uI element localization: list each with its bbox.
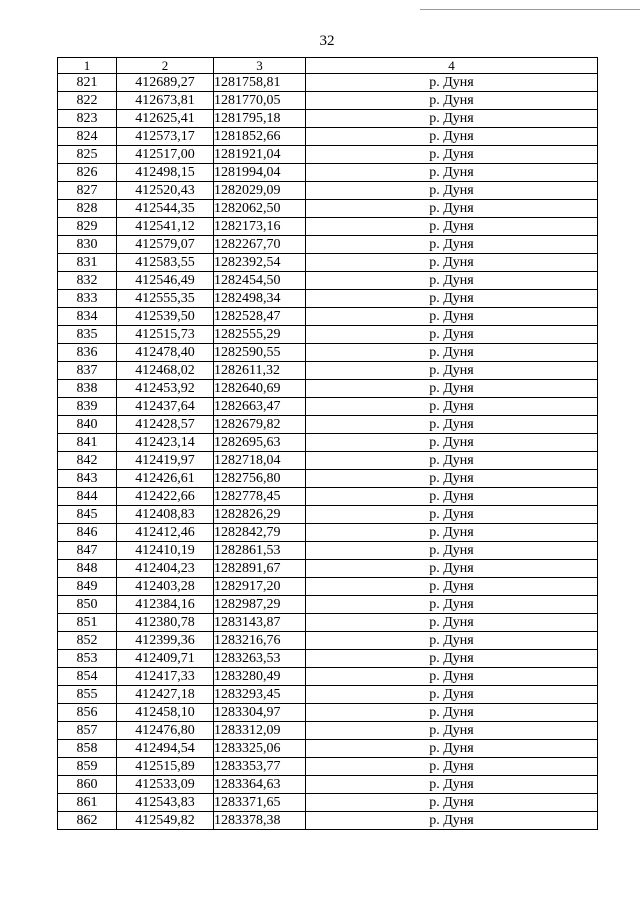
point-number-cell: 858 [58, 740, 117, 758]
table-row [58, 632, 598, 650]
x-coordinate-cell: 412404,23 [117, 560, 214, 578]
table-row [58, 812, 598, 830]
y-coordinate-cell: 1283325,06 [214, 740, 306, 758]
point-number-cell: 840 [58, 416, 117, 434]
point-number-cell: 861 [58, 794, 117, 812]
point-number-cell: 850 [58, 596, 117, 614]
table-row [58, 272, 598, 290]
description-cell: р. Дуня [306, 74, 598, 92]
x-coordinate-cell: 412494,54 [117, 740, 214, 758]
x-coordinate-cell: 412399,36 [117, 632, 214, 650]
point-number-cell: 838 [58, 380, 117, 398]
table-row [58, 128, 598, 146]
point-number-cell: 846 [58, 524, 117, 542]
table-row [58, 218, 598, 236]
y-coordinate-cell: 1282917,20 [214, 578, 306, 596]
x-coordinate-cell: 412579,07 [117, 236, 214, 254]
x-coordinate-cell: 412543,83 [117, 794, 214, 812]
y-coordinate-cell: 1283143,87 [214, 614, 306, 632]
table-row [58, 596, 598, 614]
description-cell: р. Дуня [306, 398, 598, 416]
column-header-number: 1 [58, 58, 117, 74]
description-cell: р. Дуня [306, 110, 598, 128]
y-coordinate-cell: 1282640,69 [214, 380, 306, 398]
x-coordinate-cell: 412549,82 [117, 812, 214, 830]
y-coordinate-cell: 1282498,34 [214, 290, 306, 308]
description-cell: р. Дуня [306, 434, 598, 452]
x-coordinate-cell: 412539,50 [117, 308, 214, 326]
point-number-cell: 839 [58, 398, 117, 416]
table-row [58, 182, 598, 200]
x-coordinate-cell: 412533,09 [117, 776, 214, 794]
table-row [58, 110, 598, 128]
y-coordinate-cell: 1281758,81 [214, 74, 306, 92]
table-row [58, 578, 598, 596]
x-coordinate-cell: 412689,27 [117, 74, 214, 92]
description-cell: р. Дуня [306, 164, 598, 182]
y-coordinate-cell: 1281921,04 [214, 146, 306, 164]
y-coordinate-cell: 1283263,53 [214, 650, 306, 668]
point-number-cell: 857 [58, 722, 117, 740]
description-cell: р. Дуня [306, 758, 598, 776]
y-coordinate-cell: 1281994,04 [214, 164, 306, 182]
point-number-cell: 852 [58, 632, 117, 650]
y-coordinate-cell: 1283216,76 [214, 632, 306, 650]
x-coordinate-cell: 412384,16 [117, 596, 214, 614]
y-coordinate-cell: 1283378,38 [214, 812, 306, 830]
table-row [58, 794, 598, 812]
column-header-y: 3 [214, 58, 306, 74]
point-number-cell: 827 [58, 182, 117, 200]
y-coordinate-cell: 1282590,55 [214, 344, 306, 362]
y-coordinate-cell: 1282695,63 [214, 434, 306, 452]
y-coordinate-cell: 1281795,18 [214, 110, 306, 128]
point-number-cell: 828 [58, 200, 117, 218]
point-number-cell: 853 [58, 650, 117, 668]
description-cell: р. Дуня [306, 650, 598, 668]
y-coordinate-cell: 1282267,70 [214, 236, 306, 254]
point-number-cell: 835 [58, 326, 117, 344]
x-coordinate-cell: 412520,43 [117, 182, 214, 200]
description-cell: р. Дуня [306, 578, 598, 596]
table-row [58, 92, 598, 110]
table-row [58, 650, 598, 668]
description-cell: р. Дуня [306, 722, 598, 740]
description-cell: р. Дуня [306, 614, 598, 632]
y-coordinate-cell: 1283364,63 [214, 776, 306, 794]
table-row [58, 470, 598, 488]
y-coordinate-cell: 1283353,77 [214, 758, 306, 776]
description-cell: р. Дуня [306, 596, 598, 614]
y-coordinate-cell: 1283371,65 [214, 794, 306, 812]
x-coordinate-cell: 412468,02 [117, 362, 214, 380]
point-number-cell: 824 [58, 128, 117, 146]
y-coordinate-cell: 1282778,45 [214, 488, 306, 506]
x-coordinate-cell: 412673,81 [117, 92, 214, 110]
x-coordinate-cell: 412417,33 [117, 668, 214, 686]
point-number-cell: 832 [58, 272, 117, 290]
y-coordinate-cell: 1282861,53 [214, 542, 306, 560]
point-number-cell: 854 [58, 668, 117, 686]
x-coordinate-cell: 412478,40 [117, 344, 214, 362]
point-number-cell: 837 [58, 362, 117, 380]
description-cell: р. Дуня [306, 668, 598, 686]
x-coordinate-cell: 412515,73 [117, 326, 214, 344]
point-number-cell: 847 [58, 542, 117, 560]
coordinates-table [57, 57, 598, 830]
table-row [58, 452, 598, 470]
y-coordinate-cell: 1281770,05 [214, 92, 306, 110]
x-coordinate-cell: 412458,10 [117, 704, 214, 722]
x-coordinate-cell: 412426,61 [117, 470, 214, 488]
table-row [58, 740, 598, 758]
x-coordinate-cell: 412437,64 [117, 398, 214, 416]
point-number-cell: 842 [58, 452, 117, 470]
point-number-cell: 855 [58, 686, 117, 704]
y-coordinate-cell: 1282611,32 [214, 362, 306, 380]
description-cell: р. Дуня [306, 632, 598, 650]
table-row [58, 326, 598, 344]
table-row [58, 668, 598, 686]
table-row [58, 560, 598, 578]
description-cell: р. Дуня [306, 506, 598, 524]
y-coordinate-cell: 1283304,97 [214, 704, 306, 722]
x-coordinate-cell: 412498,15 [117, 164, 214, 182]
point-number-cell: 862 [58, 812, 117, 830]
description-cell: р. Дуня [306, 452, 598, 470]
y-coordinate-cell: 1282891,67 [214, 560, 306, 578]
point-number-cell: 831 [58, 254, 117, 272]
table-row [58, 416, 598, 434]
description-cell: р. Дуня [306, 308, 598, 326]
point-number-cell: 851 [58, 614, 117, 632]
description-cell: р. Дуня [306, 686, 598, 704]
point-number-cell: 833 [58, 290, 117, 308]
x-coordinate-cell: 412555,35 [117, 290, 214, 308]
table-row [58, 398, 598, 416]
point-number-cell: 826 [58, 164, 117, 182]
description-cell: р. Дуня [306, 182, 598, 200]
description-cell: р. Дуня [306, 488, 598, 506]
point-number-cell: 859 [58, 758, 117, 776]
y-coordinate-cell: 1282842,79 [214, 524, 306, 542]
description-cell: р. Дуня [306, 272, 598, 290]
description-cell: р. Дуня [306, 146, 598, 164]
point-number-cell: 823 [58, 110, 117, 128]
x-coordinate-cell: 412380,78 [117, 614, 214, 632]
point-number-cell: 822 [58, 92, 117, 110]
description-cell: р. Дуня [306, 200, 598, 218]
y-coordinate-cell: 1282528,47 [214, 308, 306, 326]
x-coordinate-cell: 412408,83 [117, 506, 214, 524]
x-coordinate-cell: 412544,35 [117, 200, 214, 218]
point-number-cell: 860 [58, 776, 117, 794]
table-row [58, 722, 598, 740]
x-coordinate-cell: 412453,92 [117, 380, 214, 398]
table-row [58, 434, 598, 452]
table-row [58, 758, 598, 776]
x-coordinate-cell: 412476,80 [117, 722, 214, 740]
y-coordinate-cell: 1282454,50 [214, 272, 306, 290]
table-row [58, 344, 598, 362]
description-cell: р. Дуня [306, 740, 598, 758]
x-coordinate-cell: 412541,12 [117, 218, 214, 236]
description-cell: р. Дуня [306, 362, 598, 380]
table-row [58, 686, 598, 704]
y-coordinate-cell: 1282826,29 [214, 506, 306, 524]
description-cell: р. Дуня [306, 812, 598, 830]
table-row [58, 362, 598, 380]
description-cell: р. Дуня [306, 560, 598, 578]
x-coordinate-cell: 412583,55 [117, 254, 214, 272]
y-coordinate-cell: 1283280,49 [214, 668, 306, 686]
table-row [58, 380, 598, 398]
description-cell: р. Дуня [306, 542, 598, 560]
y-coordinate-cell: 1282029,09 [214, 182, 306, 200]
table-row [58, 308, 598, 326]
point-number-cell: 843 [58, 470, 117, 488]
point-number-cell: 829 [58, 218, 117, 236]
y-coordinate-cell: 1282062,50 [214, 200, 306, 218]
y-coordinate-cell: 1282718,04 [214, 452, 306, 470]
point-number-cell: 821 [58, 74, 117, 92]
description-cell: р. Дуня [306, 380, 598, 398]
y-coordinate-cell: 1282679,82 [214, 416, 306, 434]
y-coordinate-cell: 1282987,29 [214, 596, 306, 614]
point-number-cell: 830 [58, 236, 117, 254]
point-number-cell: 836 [58, 344, 117, 362]
x-coordinate-cell: 412625,41 [117, 110, 214, 128]
table-row [58, 254, 598, 272]
description-cell: р. Дуня [306, 524, 598, 542]
table-row [58, 506, 598, 524]
description-cell: р. Дуня [306, 290, 598, 308]
table-row [58, 200, 598, 218]
x-coordinate-cell: 412573,17 [117, 128, 214, 146]
table-header-row [58, 58, 598, 74]
y-coordinate-cell: 1283312,09 [214, 722, 306, 740]
description-cell: р. Дуня [306, 236, 598, 254]
x-coordinate-cell: 412412,46 [117, 524, 214, 542]
x-coordinate-cell: 412423,14 [117, 434, 214, 452]
x-coordinate-cell: 412515,89 [117, 758, 214, 776]
point-number-cell: 848 [58, 560, 117, 578]
y-coordinate-cell: 1283293,45 [214, 686, 306, 704]
x-coordinate-cell: 412410,19 [117, 542, 214, 560]
y-coordinate-cell: 1282663,47 [214, 398, 306, 416]
description-cell: р. Дуня [306, 254, 598, 272]
column-header-description: 4 [306, 58, 598, 74]
point-number-cell: 856 [58, 704, 117, 722]
x-coordinate-cell: 412517,00 [117, 146, 214, 164]
point-number-cell: 845 [58, 506, 117, 524]
y-coordinate-cell: 1282756,80 [214, 470, 306, 488]
point-number-cell: 834 [58, 308, 117, 326]
table-row [58, 74, 598, 92]
table-row [58, 146, 598, 164]
column-header-x: 2 [117, 58, 214, 74]
x-coordinate-cell: 412422,66 [117, 488, 214, 506]
table-row [58, 704, 598, 722]
description-cell: р. Дуня [306, 344, 598, 362]
y-coordinate-cell: 1282555,29 [214, 326, 306, 344]
description-cell: р. Дуня [306, 128, 598, 146]
point-number-cell: 849 [58, 578, 117, 596]
table-row [58, 164, 598, 182]
point-number-cell: 841 [58, 434, 117, 452]
page-number: 32 [319, 33, 335, 49]
y-coordinate-cell: 1281852,66 [214, 128, 306, 146]
table-row [58, 290, 598, 308]
top-edge-line [420, 9, 640, 10]
x-coordinate-cell: 412403,28 [117, 578, 214, 596]
point-number-cell: 844 [58, 488, 117, 506]
table-row [58, 614, 598, 632]
x-coordinate-cell: 412427,18 [117, 686, 214, 704]
point-number-cell: 825 [58, 146, 117, 164]
description-cell: р. Дуня [306, 416, 598, 434]
table-body [58, 74, 598, 830]
description-cell: р. Дуня [306, 218, 598, 236]
x-coordinate-cell: 412546,49 [117, 272, 214, 290]
table-row [58, 488, 598, 506]
y-coordinate-cell: 1282392,54 [214, 254, 306, 272]
table-row [58, 776, 598, 794]
description-cell: р. Дуня [306, 470, 598, 488]
description-cell: р. Дуня [306, 326, 598, 344]
table-row [58, 236, 598, 254]
y-coordinate-cell: 1282173,16 [214, 218, 306, 236]
x-coordinate-cell: 412428,57 [117, 416, 214, 434]
x-coordinate-cell: 412419,97 [117, 452, 214, 470]
table-row [58, 524, 598, 542]
x-coordinate-cell: 412409,71 [117, 650, 214, 668]
table-row [58, 542, 598, 560]
description-cell: р. Дуня [306, 92, 598, 110]
description-cell: р. Дуня [306, 776, 598, 794]
description-cell: р. Дуня [306, 704, 598, 722]
description-cell: р. Дуня [306, 794, 598, 812]
